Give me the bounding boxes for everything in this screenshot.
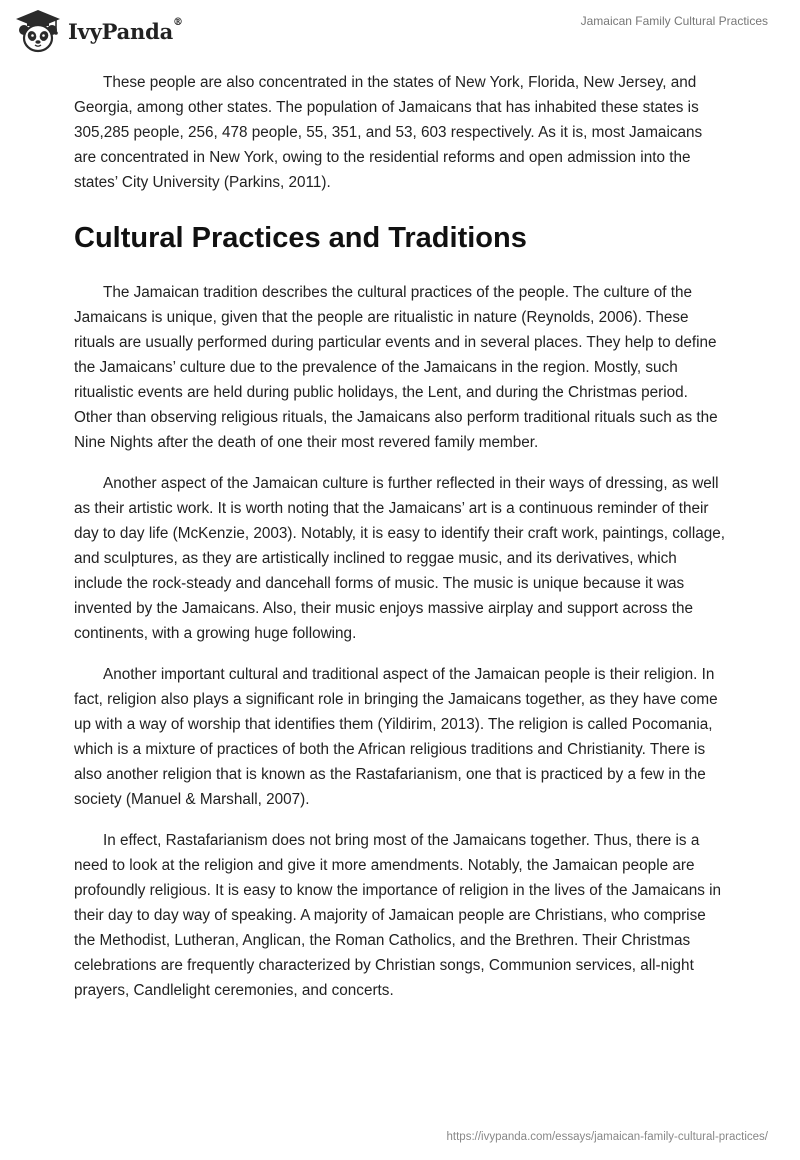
section-heading: Cultural Practices and Traditions [74, 222, 527, 254]
paragraph-art-music: Another aspect of the Jamaican culture is further reflected in their ways of dressing, as well as their artistic work. It is worth noting that the Jamaicans’ art is a continuous reminder of their day to day life (McKenzie, 2003). Notably, it is easy to identify their craft work, paintings, collage, and sculptures, as they are artistically inclined to reggae music, and its derivatives, which include the rock-steady and dancehall forms of music. The music is unique because it was invented by the Jamaicans. Also, their music enjoys massive airplay and support across the continents, with a growing huge following. [74, 475, 725, 642]
intro-paragraph: These people are also concentrated in the states of New York, Florida, New Jersey, and Georgia, among other states. The population of Jamaicans that has inhabited these states is 305,285 people, 256, 478 people, 55, 351, and 53, 603 respectively. As it is, most Jamaicans are concentrated in New York, owing to the residential reforms and open admission into the states’ City University (Parkins, 2011). [74, 74, 703, 191]
paragraph-religion: Another important cultural and traditional aspect of the Jamaican people is their religion. In fact, religion also plays a significant role in bringing the Jamaicans together, as they have come up with a way of worship that identifies them (Yildirim, 2013). The religion is called Pocomania, which is a mixture of practices of both the African religious traditions and Christianity. There is also another religion that is known as the Rastafarianism, one that is practiced by a few in the society (Manuel & Marshall, 2007). [74, 666, 718, 808]
page-header [0, 0, 800, 62]
document-title: Jamaican Family Cultural Practices [580, 14, 768, 28]
paragraph-rituals: The Jamaican tradition describes the cultural practices of the people. The culture of the Jamaicans is unique, given that the people are ritualistic in nature (Reynolds, 2006). These rituals are usually performed during particular events and in several places. They help to define the Jamaicans’ culture due to the prevalence of the Jamaicans in the region. Mostly, such ritualistic events are held during public holidays, the Lent, and during the Christmas period. Other than observing religious rituals, the Jamaicans also perform traditional rituals such as the Nine Nights after the death of one their most revered family member. [74, 284, 718, 451]
registered-mark: ® [173, 16, 183, 28]
essay-body [74, 70, 728, 1019]
ivypanda-logo[interactable] [14, 8, 183, 54]
source-url[interactable]: https://ivypanda.com/essays/jamaican-family-cultural-practices/ [446, 1131, 768, 1143]
paragraph-rastafarianism: In effect, Rastafarianism does not bring most of the Jamaicans together. Thus, there is a need to look at the religion and give it more amendments. Notably, the Jamaican people are profoundly religious. It is easy to know the importance of religion in the lives of the Jamaicans in their day to day way of speaking. A majority of Jamaican people are Christians, who comprise the Methodist, Lutheran, Anglican, the Roman Catholics, and the Brethren. Their Christmas celebrations are frequently characterized by Christian songs, Communion services, all-night prayers, Candlelight ceremonies, and concerts. [74, 832, 722, 999]
panda-graduate-icon [14, 8, 62, 54]
brand-name: IvyPanda® [68, 16, 183, 44]
